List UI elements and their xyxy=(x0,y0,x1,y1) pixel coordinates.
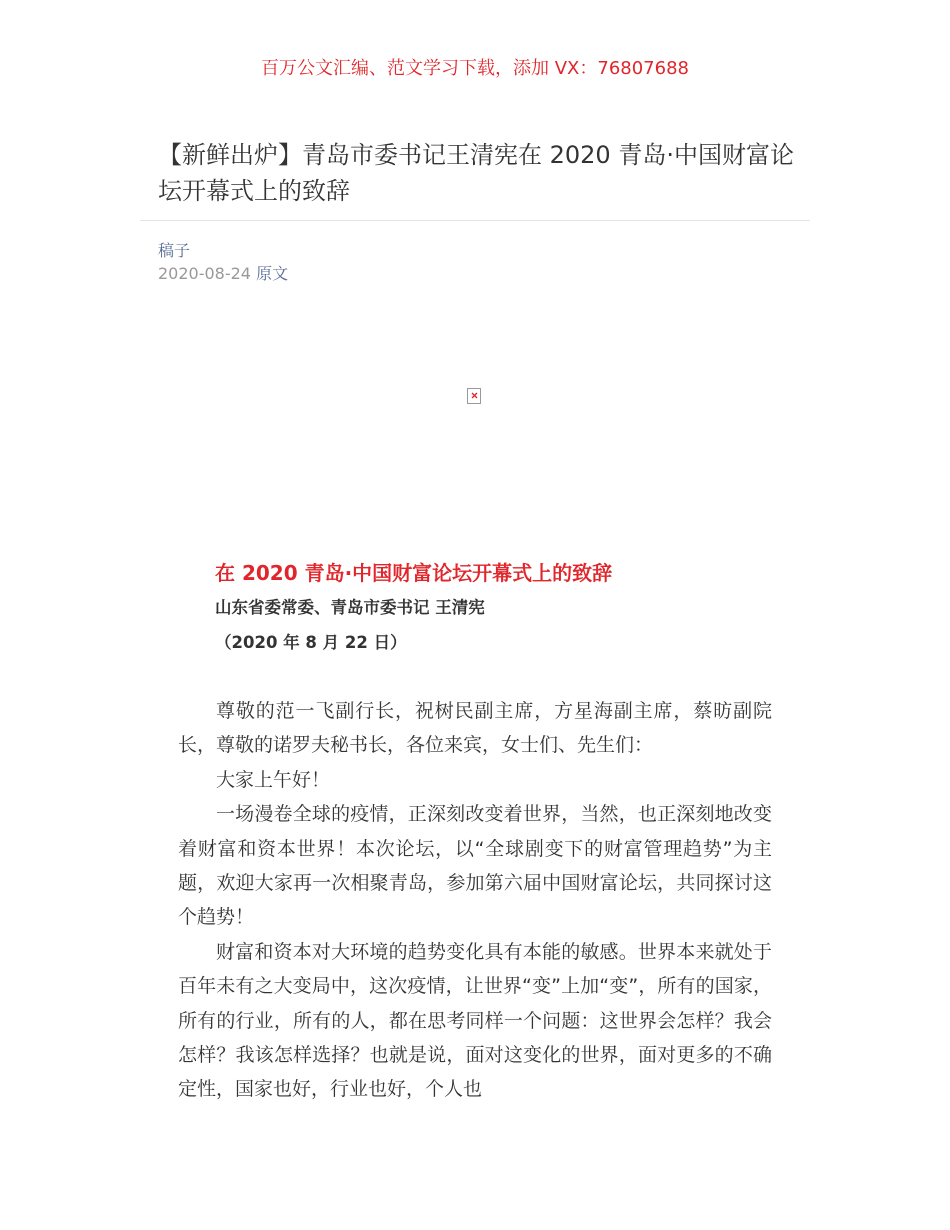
speech-date: （2020 年 8 月 22 日） xyxy=(215,633,407,652)
paragraph: 大家上午好！ xyxy=(216,768,331,791)
publish-date: 2020-08-24 xyxy=(158,264,251,283)
article-title: 【新鲜出炉】青岛市委书记王清宪在 2020 青岛·中国财富论坛开幕式上的致辞 xyxy=(158,141,794,205)
speaker-line: 山东省委常委、青岛市委书记 王清宪 xyxy=(215,598,485,617)
paragraph: 财富和资本对大环境的趋势变化具有本能的敏感。世界本来就处于百年未有之大变局中，这次疫情，让世界“变”上加“变”，所有的国家，所有的行业，所有的人，都在思考同样一个问题：这世界会怎样？我会怎样？我该怎样选择？也就是说，面对这变化的世界，面对更多的不确定性，国家也好，行业也好，个人也 xyxy=(178,940,772,1101)
watermark-banner: 百万公文汇编、范文学习下载，添加 VX：76807688 xyxy=(261,58,689,79)
author-link[interactable]: 稿子 xyxy=(158,241,191,260)
speech-body xyxy=(178,694,772,1107)
paragraph: 一场漫卷全球的疫情，正深刻改变着世界，当然，也正深刻地改变着财富和资本世界！本次论坛，以“全球剧变下的财富管理趋势”为主题，欢迎大家再一次相聚青岛，参加第六届中国财富论坛，共同探讨这个趋势！ xyxy=(178,803,772,929)
speech-title: 在 2020 青岛·中国财富论坛开幕式上的致辞 xyxy=(215,561,613,585)
source-link[interactable]: 原文 xyxy=(256,264,289,283)
paragraph: 尊敬的范一飞副行长，祝树民副主席，方星海副主席，蔡昉副院长，尊敬的诺罗夫秘书长，各位来宾，女士们、先生们： xyxy=(178,700,772,757)
title-divider xyxy=(140,220,810,221)
article-meta xyxy=(158,263,288,285)
broken-image-icon xyxy=(467,388,481,404)
